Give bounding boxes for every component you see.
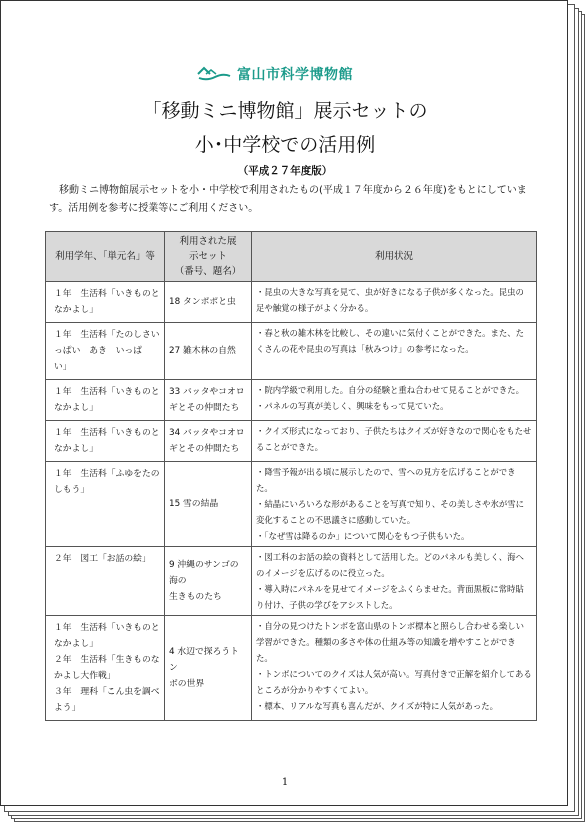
edition-label: （平成２７年度版） [237,165,333,177]
table-row [46,380,537,421]
intro-paragraph: 移動ミニ博物館展示セットを小・中学校で利用されたもの(平成１７年度から２６年度)をもとにしています。活用例を参考に授業等にご利用ください。 [49,185,527,214]
usage-cell-line: ・パネルの写真が美しく、興味をもって見ていた。 [256,401,449,411]
grade-unit-cell-line: なかよし」 [54,305,98,315]
grade-unit-cell-line: １年 生活科「いきものと [54,623,160,633]
exhibit-set-cell [165,462,252,547]
exhibit-set-cell-line: 18 タンポポと虫 [169,297,236,307]
table-header-row [46,232,537,282]
usage-table [45,231,537,721]
exhibit-set-cell-line: ボの世界 [169,679,205,689]
grade-unit-cell-line: っぱい あき いっぱ [54,346,142,356]
exhibit-set-cell-line: 4 水辺で探ろうトン [169,647,239,673]
grade-unit-cell-line: １年 生活科「いきものと [54,289,160,299]
exhibit-set-cell [165,380,252,421]
usage-cell-line: ・図工科のお話の絵の資料として活用した。どのパネルも美しく、海へのイメージを広げるのに役立った。 [256,552,524,578]
usage-cell-line: ・春と秋の雑木林を比較し、その違いに気付くことができた。また、たくさんの花や昆虫の写真は「秋みつけ」の参考になった。 [256,328,524,354]
usage-cell-line: ・結晶にいろいろな形があることを写真で知り、その美しさや氷が雪に変化することの不思議さに感動していた。 [256,499,524,525]
grade-unit-cell-line: ２年 生活科「生きものな [54,655,160,665]
usage-cell-line: ・標本、リアルな写真も喜んだが、クイズが特に人気があった。 [256,701,498,711]
usage-cell-line: ・院内学級で利用した。自分の経験と重ね合わせて見ることができた。 [256,385,524,395]
grade-unit-cell-line: なかよし」 [54,444,98,454]
table-row [46,323,537,380]
exhibit-set-cell [165,547,252,616]
table-body [46,282,537,721]
grade-unit-cell-line: なかよし」 [54,403,98,413]
museum-logo [197,62,353,86]
exhibit-set-cell-line: 27 雑木林の自然 [169,346,236,356]
document-title: 「移動ミニ博物館」展示セットの [142,100,428,122]
usage-cell-line: ・クイズ形式になっており、子供たちはクイズが好きなので関心をもたせることができた。 [256,426,532,452]
exhibit-set-cell [165,282,252,323]
exhibit-set-cell [165,323,252,380]
table-row [46,282,537,323]
grade-unit-cell [46,421,165,462]
grade-unit-cell-line: １年 生活科「たのしさい [54,330,160,340]
header-exhibit-set: 利用された展 示セット （番号、題名） [165,232,252,282]
exhibit-set-cell-line: 9 沖縄のサンゴの海の [169,560,239,586]
usage-cell [252,282,537,323]
exhibit-set-cell-line: 34 バッタやコオロ [169,428,245,438]
header-grade-unit: 利用学年、「単元名」等 [46,232,165,282]
table-row [46,462,537,547]
exhibit-set-cell-line: 33 バッタやコオロ [169,387,245,397]
grade-unit-cell-line: なかよし」 [54,639,98,649]
usage-cell-line: ・降雪予報が出る頃に展示したので、雪への見方を広げることができた。 [256,467,516,493]
usage-cell-line: ・自分の見つけたトンボを富山県のトンボ標本と照らし合わせる楽しい学習ができた。種類の多さや体の仕組み等の知識を増やすことができた。 [256,621,524,663]
document-title-line2: 小･中学校での活用例 [194,134,376,156]
usage-cell [252,462,537,547]
grade-unit-cell [46,547,165,616]
usage-cell-line: ・昆虫の大きな写真を見て、虫が好きになる子供が多くなった。昆虫の足や触覚の様子がよく分かる。 [256,287,524,313]
grade-unit-cell [46,616,165,721]
exhibit-set-cell-line: 15 雪の結晶 [169,499,219,509]
grade-unit-cell-line: かよし大作戦」 [54,671,116,681]
grade-unit-cell-line: しもう」 [54,485,90,495]
grade-unit-cell-line: い」 [54,362,72,372]
grade-unit-cell-line: ３年 理科「こん虫を調べ [54,687,160,697]
grade-unit-cell-line: １年 生活科「ふゆをたの [54,469,160,479]
grade-unit-cell-line: １年 生活科「いきものと [54,387,160,397]
museum-name: 富山市科学博物館 [237,67,353,83]
grade-unit-cell [46,323,165,380]
usage-cell-line: ・「なぜ雪は降るのか」について関心をもつ子供もいた。 [256,531,470,541]
grade-unit-cell [46,380,165,421]
exhibit-set-cell-line: ギとその仲間たち [169,444,240,454]
exhibit-set-cell-line: 生きものたち [169,592,222,602]
grade-unit-cell [46,282,165,323]
usage-cell-line: ・導入時にパネルを見せてイメージをふくらませた。背面黒板に常時貼り付け、子供の学びをアシストした。 [256,584,524,610]
header-usage: 利用状況 [252,232,537,282]
table-row [46,547,537,616]
grade-unit-cell-line: よう」 [54,703,81,713]
exhibit-set-cell [165,616,252,721]
table-row [46,616,537,721]
grade-unit-cell-line: １年 生活科「いきものと [54,428,160,438]
grade-unit-cell [46,462,165,547]
exhibit-set-cell [165,421,252,462]
usage-cell [252,547,537,616]
usage-cell [252,421,537,462]
usage-cell [252,380,537,421]
museum-mountain-logo-icon [197,65,231,83]
usage-cell [252,616,537,721]
usage-cell-line: ・トンボについてのクイズは人気が高い。写真付きで正解を紹介してあるところが分かりやすくてよい。 [256,669,532,695]
page-number: 1 [281,777,289,788]
exhibit-set-cell-line: ギとその仲間たち [169,403,240,413]
table-row [46,421,537,462]
usage-cell [252,323,537,380]
grade-unit-cell-line: ２年 図工「お話の絵」 [54,554,151,564]
